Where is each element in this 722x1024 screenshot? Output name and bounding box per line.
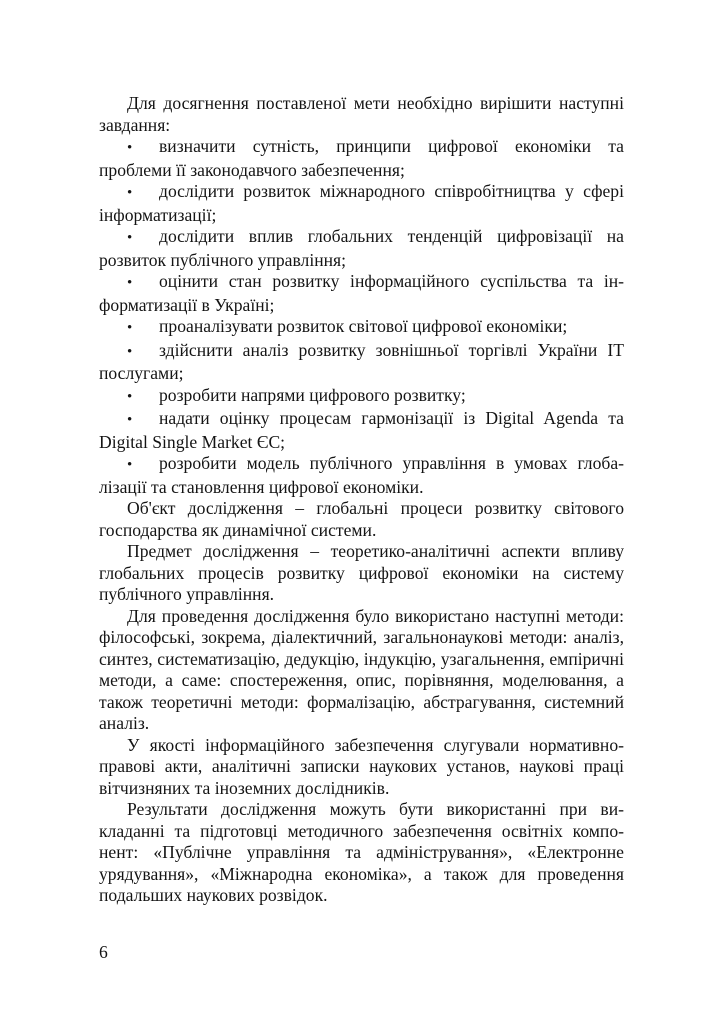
bullet-icon: •	[127, 230, 133, 246]
bullet-icon: •	[127, 412, 133, 428]
bullet-icon: •	[127, 185, 133, 201]
bullet-icon: •	[127, 343, 133, 360]
task-text: розробити напрями цифрового розвитку;	[159, 384, 466, 405]
bullet-icon: •	[127, 275, 133, 291]
task-text: оцінити стан розвитку інформаційного суспільства та інформатизації в Україні;	[99, 271, 624, 315]
task-text: проаналізувати розвиток світової цифрової економіки;	[159, 316, 568, 336]
task-item	[99, 271, 624, 316]
task-item	[99, 226, 624, 271]
object-paragraph: Об'єкт дослідження – глобальні процеси розвитку світового господарства як динамічної системи.	[99, 498, 624, 540]
task-text: дослідити вплив глобальних тенденцій цифровізації на розвиток публічного управління;	[99, 226, 624, 270]
information-support-paragraph: У якості інформаційного забезпечення слугували нормативно-правові акти, аналітичні записки наукових установ, наукові праці вітчизняних та іноземних дослідників.	[99, 734, 624, 798]
task-list	[99, 136, 624, 498]
task-item	[99, 385, 624, 409]
bullet-icon: •	[127, 457, 133, 473]
bullet-icon: •	[127, 140, 133, 156]
task-item	[99, 316, 624, 340]
task-item	[99, 136, 624, 181]
task-text: здійснити аналіз розвитку зовнішньої торгівлі України ІТ послугами;	[99, 339, 624, 383]
task-text: визначити сутність, принципи цифрової економіки та проблеми її законодавчого забезпечення;	[99, 136, 624, 180]
task-text: дослідити розвиток міжнародного співробітництва у сфері інформатизації;	[99, 181, 624, 225]
task-item	[99, 181, 624, 226]
page-body	[99, 93, 624, 907]
task-item	[99, 453, 624, 498]
task-text: розробити модель публічного управління в умовах глобалізації та становлення цифрової економіки.	[99, 453, 624, 497]
subject-paragraph: Предмет дослідження – теоретико-аналітичні аспекти впливу глобальних процесів розвитку цифрової економіки на систему публічного управління.	[99, 541, 624, 604]
methods-paragraph: Для проведення дослідження було використано наступні методи: філософські, зокрема, діалектичний, загальнонаукові методи: аналіз, синтез, систематизацію, дедукцію, індукцію, узагальнення, емпіричні методи, а саме: спостереження, опис, порівняння, моделювання, а також теоретичні методи: формалізацію, абстрагування, системний аналіз.	[99, 605, 624, 733]
task-text: надати оцінку процесам гармонізації із Digital Agenda та Digital Single Market ЄС;	[99, 408, 624, 452]
bullet-icon: •	[127, 320, 133, 336]
bullet-icon: •	[127, 388, 133, 405]
results-paragraph: Результати дослідження можуть бути використанні при викладанні та підготовці методичного забезпечення освітніх компонент: «Публічне управління та адміністрування», «Електронне урядування», «Міжнародна економіка», а також для проведення подальших наукових розвідок.	[99, 799, 624, 905]
task-item	[99, 340, 624, 385]
intro-paragraph: Для досягнення поставленої мети необхідно вирішити наступні завдання:	[99, 93, 624, 135]
task-item	[99, 408, 624, 453]
page-number: 6	[99, 942, 108, 962]
